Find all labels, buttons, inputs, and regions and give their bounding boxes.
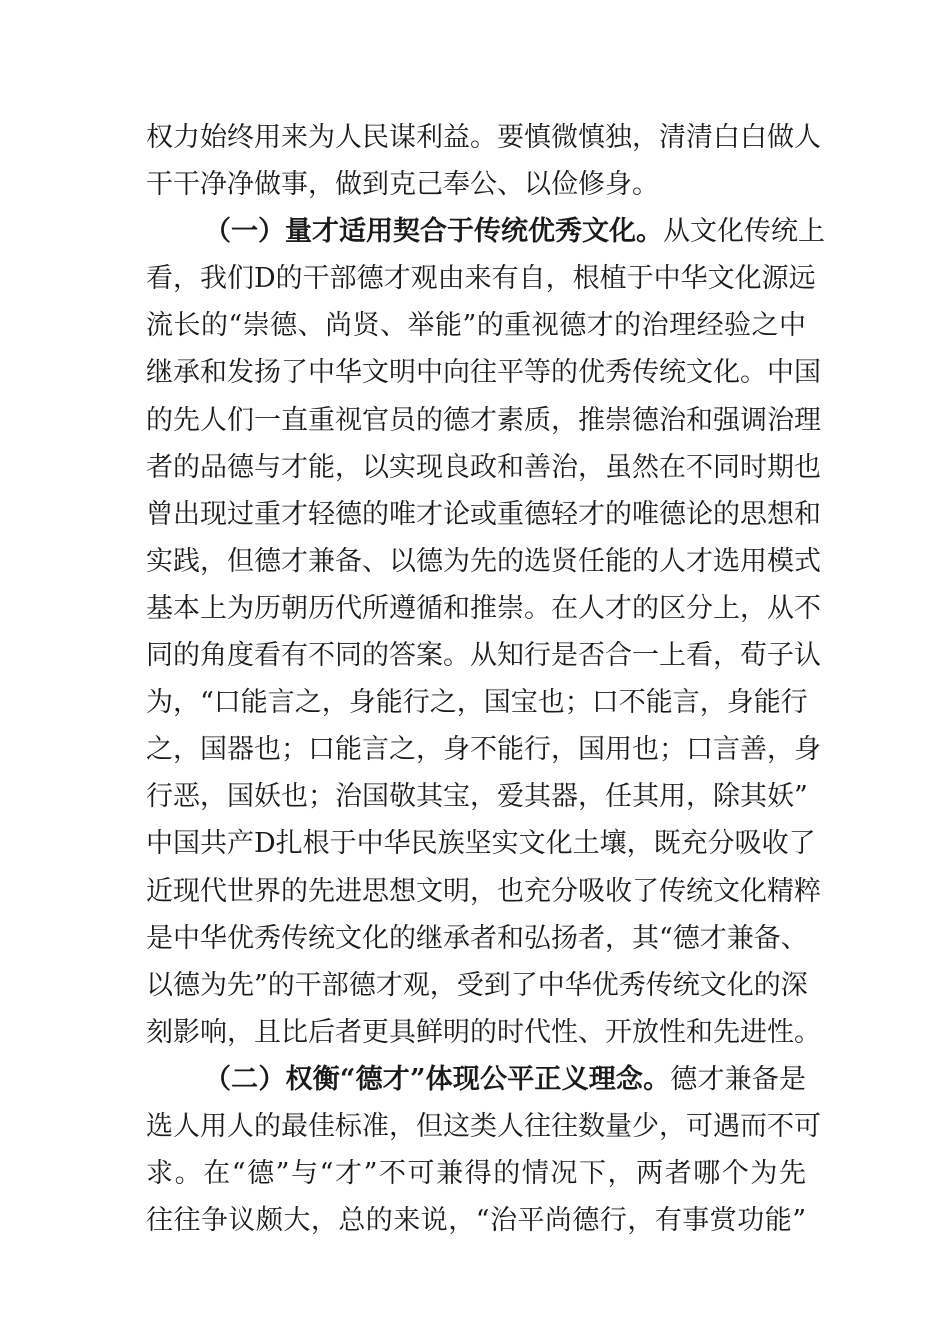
text-line: 继承和发扬了中华文明中向往平等的优秀传统文化。中国 xyxy=(146,357,821,389)
text-line: 同的角度看有不同的答案。从知行是否合一上看，荀子认 xyxy=(146,640,821,672)
text-line: 流长的“崇德、尚贤、举能”的重视德才的治理经验之中 xyxy=(146,310,806,342)
text-line: 权力始终用来为人民谋利益。要慎微慎独，清清白白做人 xyxy=(146,122,821,153)
document-body xyxy=(146,114,825,1244)
text-line: 选人用人的最佳标准，但这类人往往数量少，可遇而不可 xyxy=(146,1110,821,1142)
text-line: 看，我们D的干部德才观由来有自，根植于中华文化源远 xyxy=(146,263,816,295)
text-line: 行恶，国妖也；治国敬其宝，爱其器，任其用，除其妖” xyxy=(146,781,808,813)
section-heading: （一）量才适用契合于传统优秀文化。 xyxy=(204,216,663,248)
text-line: 者的品德与才能，以实现良政和善治，虽然在不同时期也 xyxy=(146,451,821,483)
text-line: 以德为先”的干部德才观，受到了中华优秀传统文化的深 xyxy=(146,969,808,1001)
text-line: 为，“口能言之，身能行之，国宝也；口不能言，身能行 xyxy=(146,687,808,719)
section-heading-line xyxy=(146,208,825,255)
text-line: 之，国器也；口能言之，身不能行，国用也；口言善，身 xyxy=(146,734,821,766)
text-line: 曾出现过重才轻德的唯才论或重德轻才的唯德论的思想和 xyxy=(146,498,821,530)
text-line: 刻影响，且比后者更具鲜明的时代性、开放性和先进性。 xyxy=(146,1016,821,1048)
text-line: 中国共产D扎根于中华民族坚实文化土壤，既充分吸收了 xyxy=(146,828,816,860)
text-span: 德才兼备是 xyxy=(670,1063,807,1095)
text-line: 的先人们一直重视官员的德才素质，推崇德治和强调治理 xyxy=(146,404,821,436)
section-heading: （二）权衡“德才”体现公平正义理念。 xyxy=(204,1063,671,1095)
text-line: 近现代世界的先进思想文明，也充分吸收了传统文化精粹 xyxy=(146,875,821,907)
text-line: 基本上为历朝历代所遵循和推崇。在人才的区分上，从不 xyxy=(146,592,821,624)
text-line: 往往争议颇大，总的来说，“治平尚德行，有事赏功能” xyxy=(146,1205,806,1237)
text-span: 从文化传统上 xyxy=(663,216,825,248)
text-line: 实践，但德才兼备、以德为先的选贤任能的人才选用模式 xyxy=(146,545,821,577)
text-line: 求。在“德”与“才”不可兼得的情况下，两者哪个为先 xyxy=(146,1158,806,1190)
section-heading-line xyxy=(146,1056,806,1103)
text-line: 是中华优秀传统文化的继承者和弘扬者，其“德才兼备、 xyxy=(146,922,808,954)
text-line: 干干净净做事，做到克己奉公、以俭修身。 xyxy=(146,169,659,201)
